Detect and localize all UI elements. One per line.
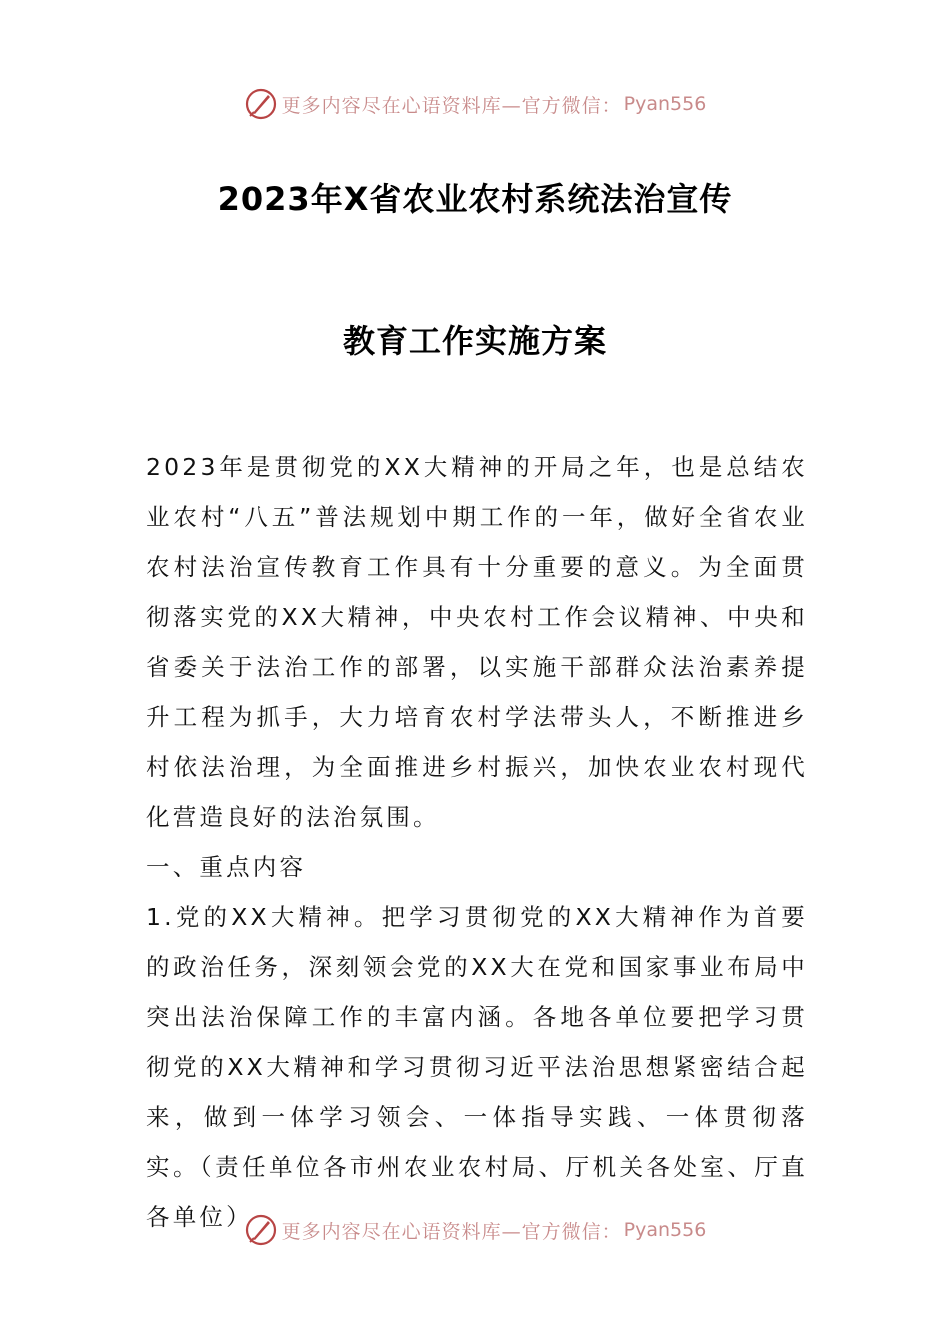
watermark-text: 更多内容尽在心语资料库—官方微信： [281,94,622,117]
document-body [146,442,808,1242]
quill-logo-icon [244,1213,278,1247]
section-heading-key-content: 一、重点内容 [146,853,307,881]
watermark-id: Pyan556 [623,93,707,115]
watermark-text: 更多内容尽在心语资料库—官方微信： [281,1220,622,1243]
document-title-line-2: 教育工作实施方案 [342,322,607,360]
document-title-line-1: 2023年X省农业农村系统法治宣传 [217,180,733,218]
item-1-paragraph: 1.党的XX大精神。把学习贯彻党的XX大精神作为首要的政治任务，深刻领会党的XX大在党和国家事业布局中突出法治保障工作的丰富内涵。各地各单位要把学习贯彻党的XX大精神和学习贯彻习近平法治思想紧密结合起来，做到一体学习领会、一体指导实践、一体贯彻落实。（责任单位各市州农业农村局、厅机关各处室、厅直各单位） [146,903,808,1231]
watermark-id: Pyan556 [623,1219,707,1241]
intro-paragraph: 2023年是贯彻党的XX大精神的开局之年，也是总结农业农村“八五”普法规划中期工作的一年，做好全省农业农村法治宣传教育工作具有十分重要的意义。为全面贯彻落实党的XX大精神，中央农村工作会议精神、中央和省委关于法治工作的部署，以实施干部群众法治素养提升工程为抓手，大力培育农村学法带头人，不断推进乡村依法治理，为全面推进乡村振兴，加快农业农村现代化营造良好的法治氛围。 [146,453,808,831]
watermark-footer [0,1212,950,1248]
quill-logo-icon [244,87,278,121]
watermark-header [0,86,950,122]
